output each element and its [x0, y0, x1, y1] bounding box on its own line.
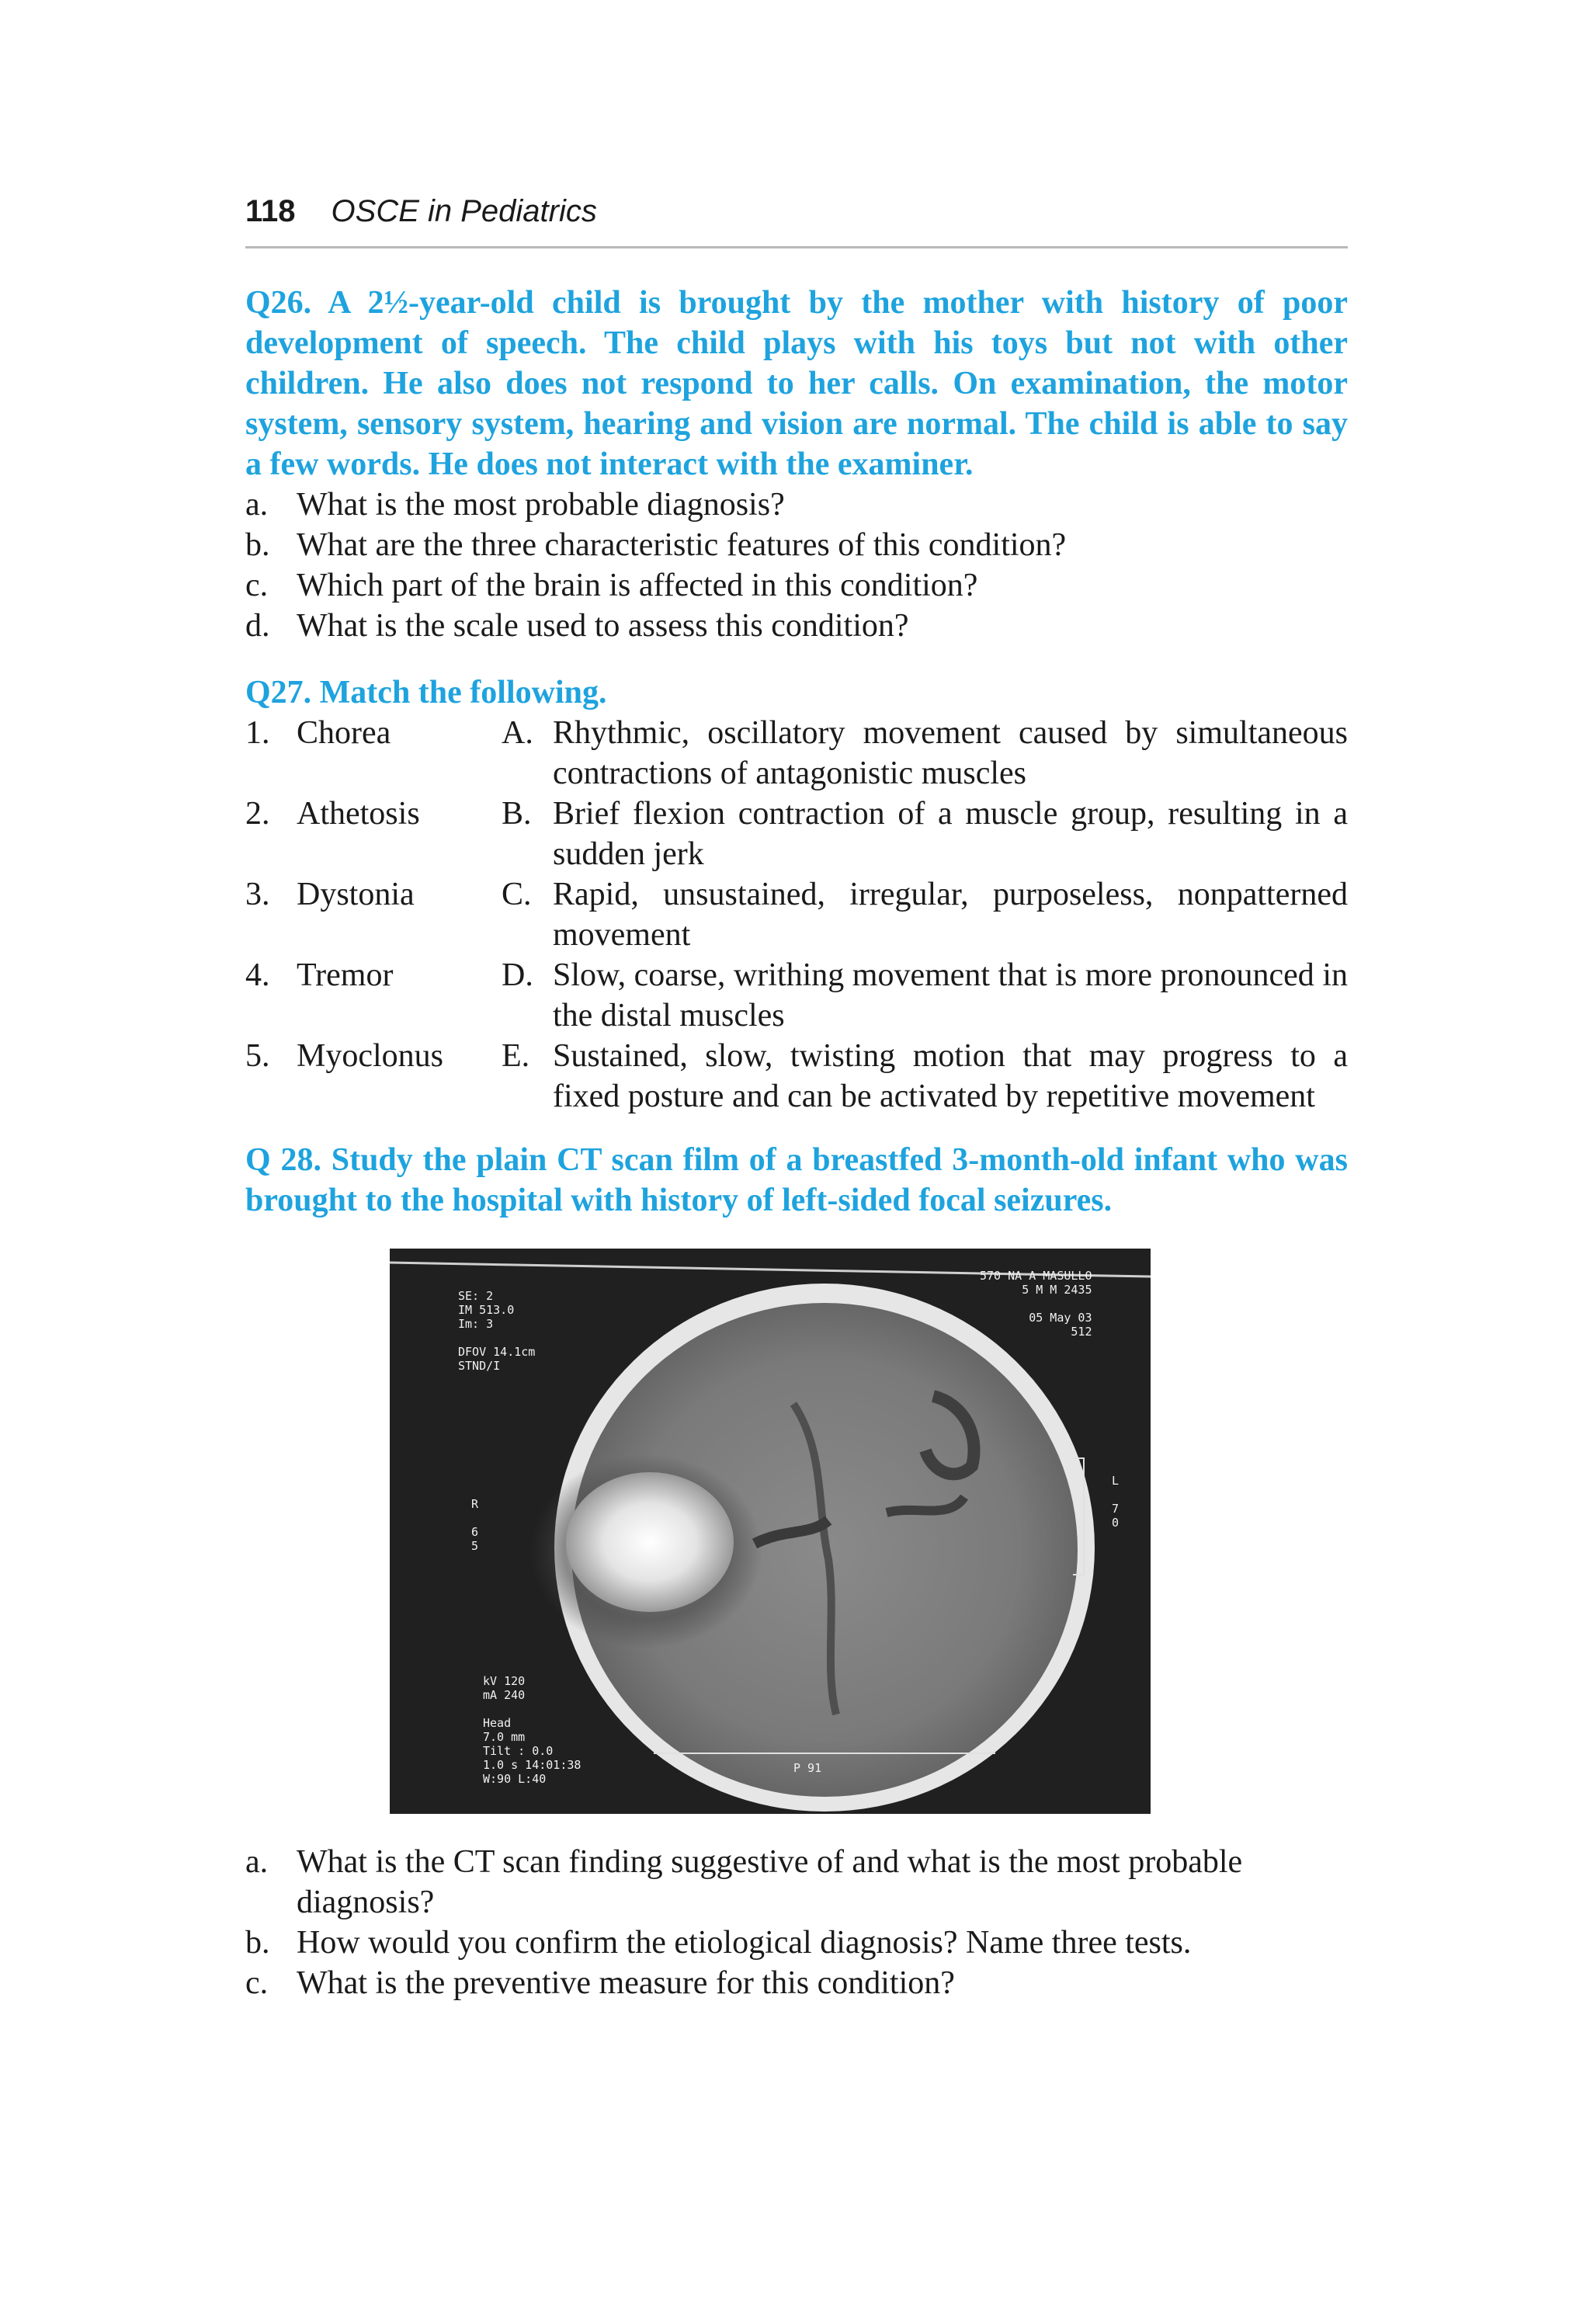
match-row	[245, 794, 1348, 874]
q26-item-c	[245, 565, 1348, 606]
q28-item-a	[245, 1842, 1348, 1923]
description-letter: A.	[502, 715, 533, 751]
item-letter: a.	[245, 487, 269, 523]
description: Brief flexion contraction of a muscle group, resulting in a sudden jerk	[553, 796, 1348, 872]
term-number: 2.	[245, 796, 270, 832]
ct-scan-image	[390, 1249, 1151, 1814]
match-row	[245, 1036, 1348, 1117]
ct-overlay-series-info: SE: 2 IM 513.0 Im: 3 DFOV 14.1cm STND/I	[458, 1289, 536, 1373]
ct-overlay-left-marker: L 7 0	[1112, 1474, 1120, 1530]
hyperdense-lesion	[566, 1472, 734, 1612]
item-letter: c.	[245, 1965, 269, 2001]
match-row	[245, 874, 1348, 955]
q28-questions	[245, 1842, 1348, 2003]
term: Dystonia	[297, 877, 415, 912]
q28-item-c	[245, 1963, 1348, 2003]
description-letter: B.	[502, 796, 532, 832]
q26-stem: Q26. A 2½-year-old child is brought by the mother with history of poor development of speech. The child plays with his toys but not with other children. He also does not respond to her calls. On examination, the motor system, sensory system, hearing and vision are normal. The child is able to say a few words. He does not interact with the examiner.	[245, 285, 1348, 482]
item-text: What is the scale used to assess this condition?	[297, 608, 909, 644]
q26-questions	[245, 485, 1348, 646]
ct-overlay-patient-info: 570 NA A MASULLO 5 M M 2435 05 May 03 512	[980, 1269, 1092, 1339]
book-title: OSCE in Pediatrics	[331, 194, 597, 228]
match-table	[245, 713, 1348, 1117]
running-head	[245, 194, 1348, 248]
q26-item-b	[245, 525, 1348, 565]
ct-overlay-acquisition-info: kV 120 mA 240 Head 7.0 mm Tilt : 0.0 1.0 s 14:01:38 W:90 L:40	[483, 1674, 581, 1786]
description-letter: D.	[502, 957, 533, 993]
term: Myoclonus	[297, 1038, 443, 1074]
term-number: 3.	[245, 877, 270, 912]
item-text: How would you confirm the etiological diagnosis? Name three tests.	[297, 1925, 1192, 1961]
item-text: Which part of the brain is affected in this condition?	[297, 568, 978, 603]
item-text: What is the most probable diagnosis?	[297, 487, 785, 523]
item-letter: b.	[245, 527, 270, 563]
item-text: What is the CT scan finding suggestive of and what is the most probable diagnosis?	[297, 1844, 1243, 1920]
item-text: What is the preventive measure for this condition?	[297, 1965, 955, 2001]
q28-stem: Q 28. Study the plain CT scan film of a breastfed 3-month-old infant who was brought to the hospital with history of left-sided focal seizures.	[245, 1142, 1348, 1218]
description: Rhythmic, oscillatory movement caused by simultaneous contractions of antagonistic muscles	[553, 715, 1348, 791]
term-number: 4.	[245, 957, 270, 993]
q28-item-b	[245, 1923, 1348, 1963]
q26-item-a	[245, 485, 1348, 525]
item-letter: c.	[245, 568, 269, 603]
term: Tremor	[297, 957, 394, 993]
description-letter: C.	[502, 877, 532, 912]
q27-title: Q27. Match the following.	[245, 675, 607, 710]
ct-overlay-right-marker: R 6 5	[471, 1497, 479, 1553]
term-number: 5.	[245, 1038, 270, 1074]
description: Slow, coarse, writhing movement that is more pronounced in the distal muscles	[553, 957, 1348, 1033]
page-content	[245, 194, 1348, 2003]
item-text: What are the three characteristic features of this condition?	[297, 527, 1067, 563]
term-number: 1.	[245, 715, 270, 751]
term: Chorea	[297, 715, 391, 751]
item-letter: a.	[245, 1844, 269, 1880]
description: Rapid, unsustained, irregular, purposeless, nonpatterned movement	[553, 877, 1348, 953]
item-letter: b.	[245, 1925, 270, 1961]
match-row	[245, 713, 1348, 794]
item-letter: d.	[245, 608, 270, 644]
description: Sustained, slow, twisting motion that may progress to a fixed posture and can be activated by repetitive movement	[553, 1038, 1348, 1114]
description-letter: E.	[502, 1038, 530, 1074]
q26-item-d	[245, 606, 1348, 646]
page-number: 118	[245, 194, 296, 228]
match-row	[245, 955, 1348, 1036]
term: Athetosis	[297, 796, 420, 832]
ct-overlay-position: P 91	[793, 1761, 822, 1775]
